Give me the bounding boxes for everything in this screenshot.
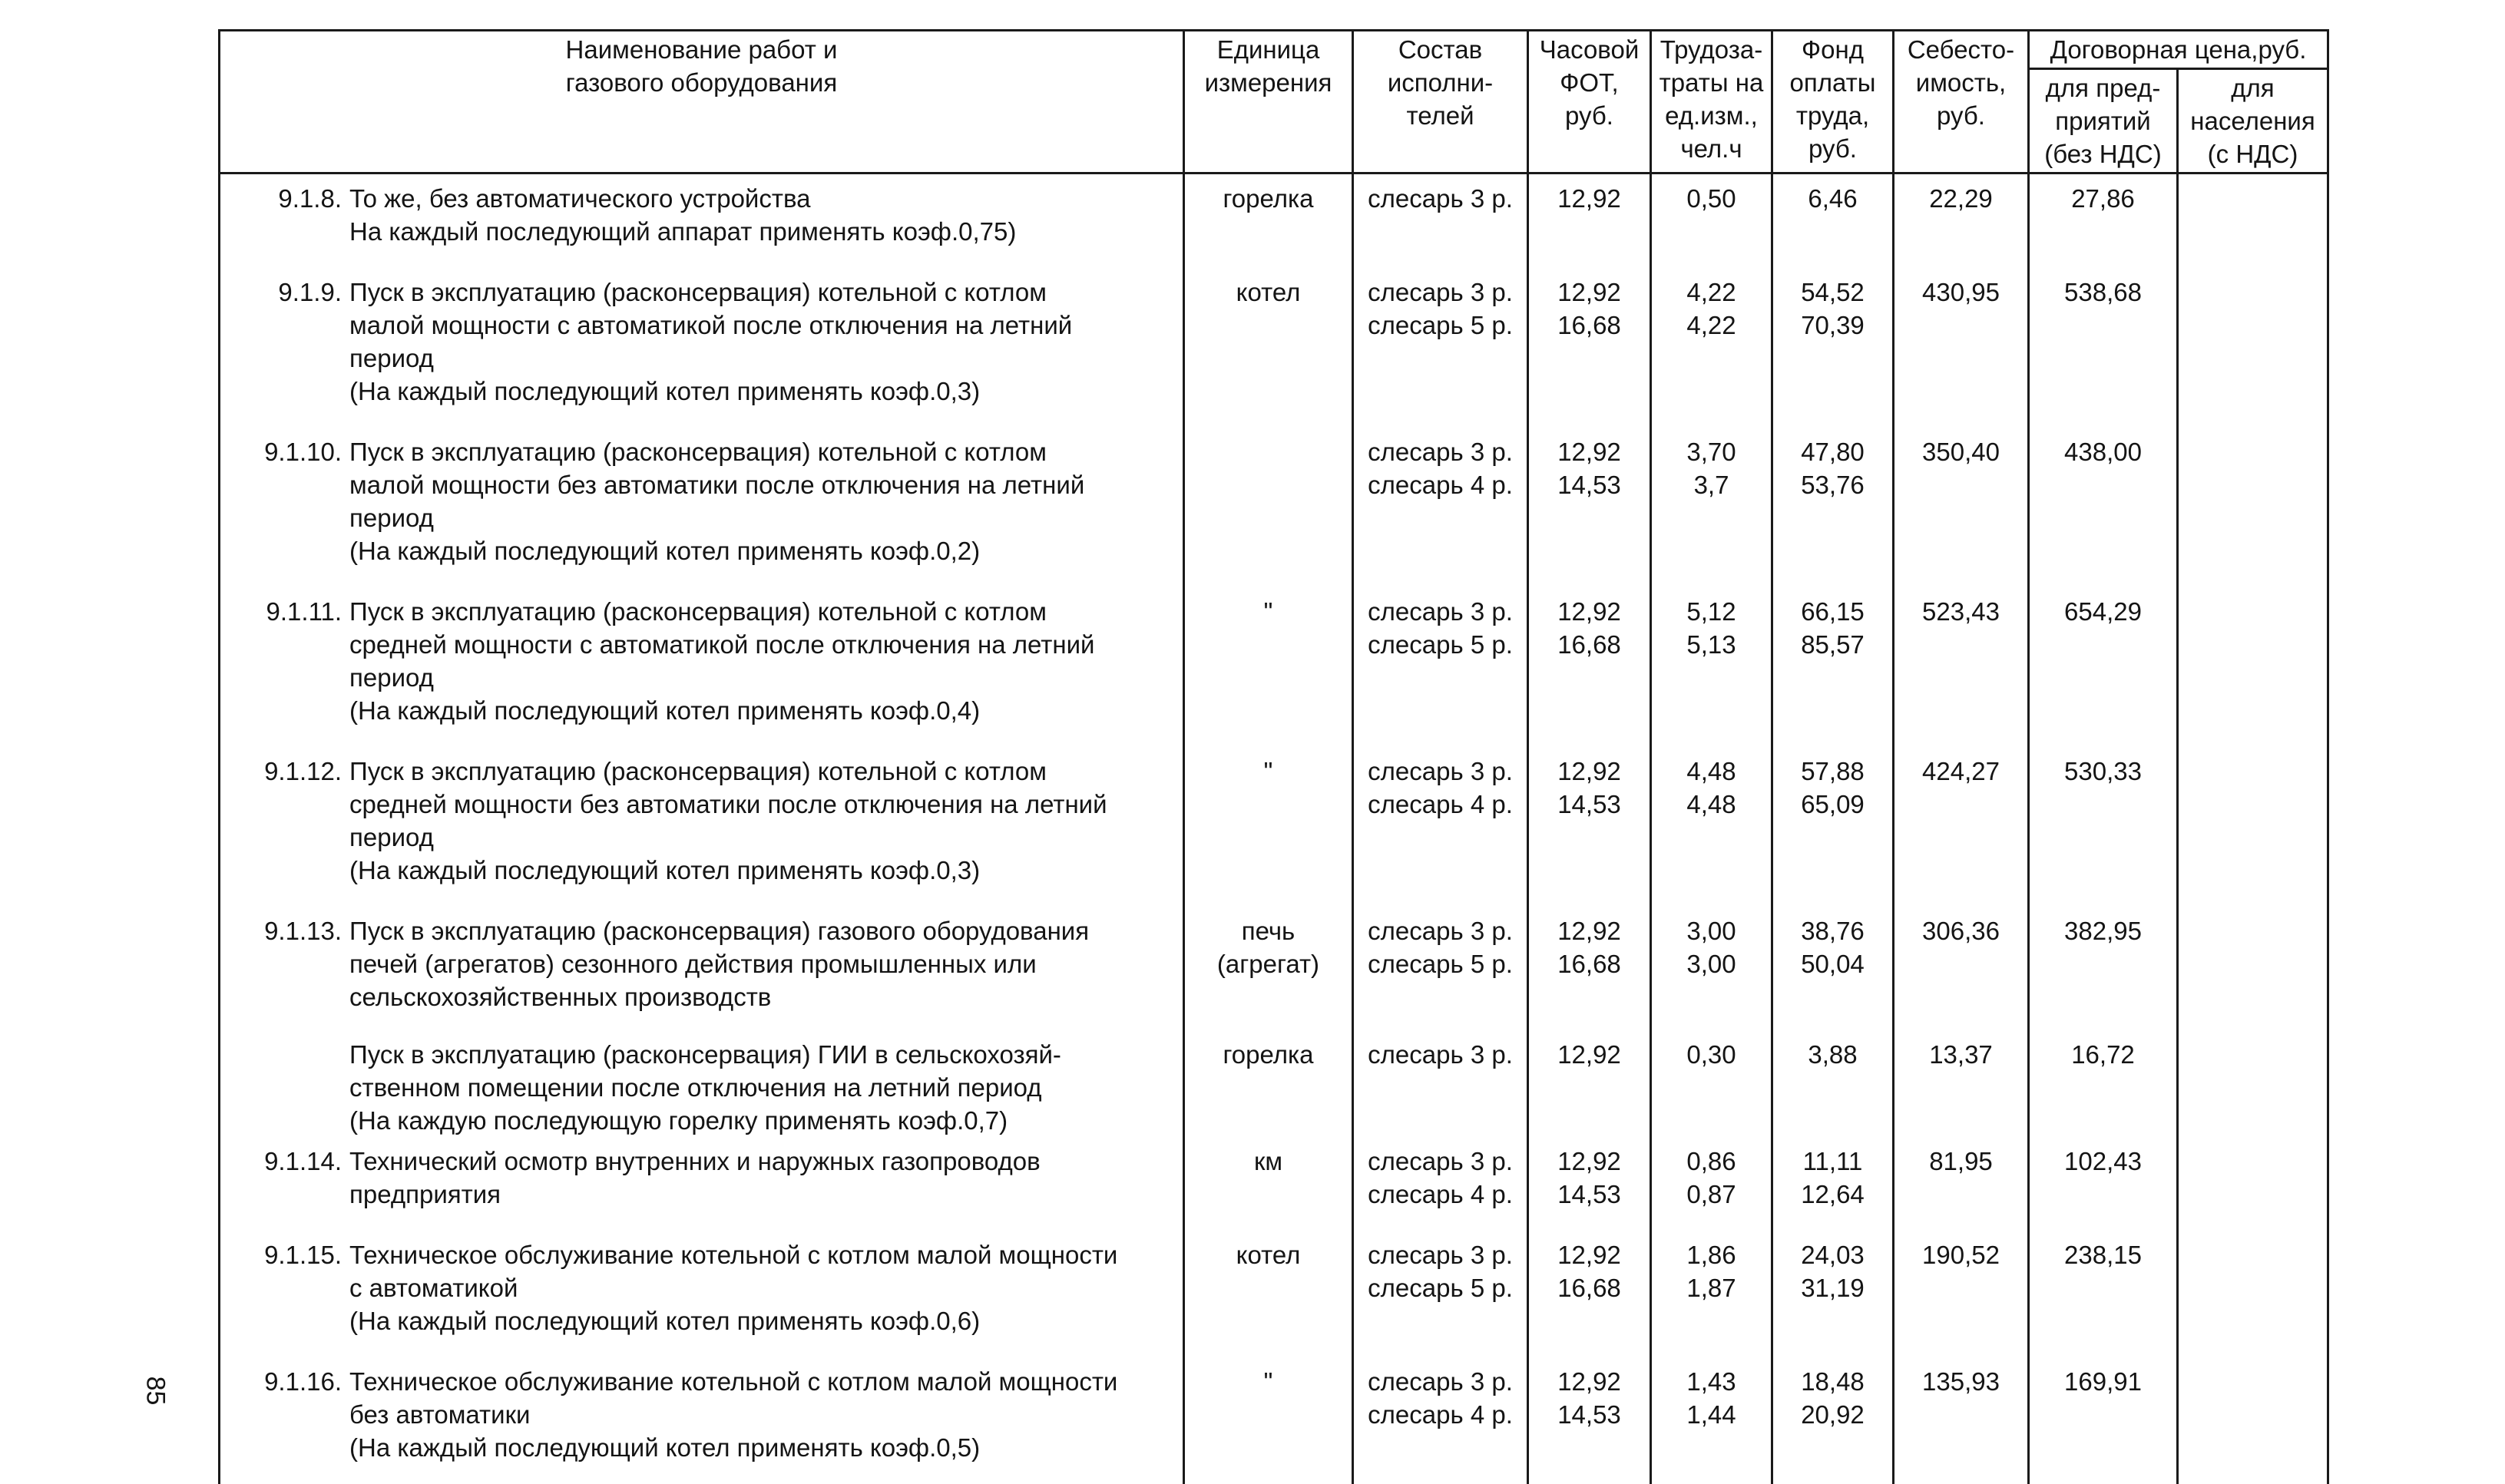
header-cost: [1894, 31, 2029, 174]
cell-line: слесарь 4 р.: [1358, 788, 1522, 821]
cell-line: 57,88: [1778, 755, 1888, 788]
cell-line: слесарь 5 р.: [1358, 947, 1522, 980]
staff-cell: [1353, 747, 1528, 907]
enterprise-price-cell: 538,68: [2029, 268, 2178, 428]
enterprise-price-cell: 438,00: [2029, 428, 2178, 587]
work-name-cell: [220, 747, 1184, 907]
cost-cell: 81,95: [1894, 1137, 2029, 1231]
cell-line: (На каждую последующую горелку применять коэф.0,7): [349, 1104, 1178, 1137]
cell-line: 14,53: [1534, 1178, 1645, 1211]
table-row: [220, 747, 2328, 907]
cell-line: руб.: [1778, 132, 1888, 165]
cell-line: 6,46: [1778, 182, 1888, 215]
cell-line: ": [1190, 595, 1347, 628]
cell-line: 0,86: [1656, 1145, 1766, 1178]
cell-line: слесарь 4 р.: [1358, 1178, 1522, 1211]
header-enterprise: [2029, 69, 2178, 174]
cell-line: 0,50: [1656, 182, 1766, 215]
cell-line: 3,88: [1778, 1038, 1888, 1071]
cell-line: 12,92: [1534, 276, 1645, 309]
hourly-wage-cell: [1528, 587, 1651, 747]
cell-line: без автоматики: [349, 1398, 1178, 1431]
item-number: 9.1.10.: [220, 435, 342, 468]
cell-line: малой мощности с автоматикой после отключения на летний: [349, 309, 1178, 342]
cell-line: 14,53: [1534, 1398, 1645, 1431]
staff-cell: [1353, 268, 1528, 428]
cell-line: слесарь 3 р.: [1358, 595, 1522, 628]
cell-line: 11,11: [1778, 1145, 1888, 1178]
wage-fund-cell: [1772, 587, 1894, 747]
cell-line: приятий: [2034, 104, 2172, 137]
cell-line: 12,92: [1534, 595, 1645, 628]
cell-line: предприятия: [349, 1178, 1178, 1211]
cell-line: Техническое обслуживание котельной с котлом малой мощности: [349, 1365, 1178, 1398]
cell-line: 14,53: [1534, 468, 1645, 501]
table-row: [220, 1231, 2328, 1357]
cell-line: 50,04: [1778, 947, 1888, 980]
table-row: [220, 268, 2328, 428]
cell-line: Трудоза-: [1656, 33, 1766, 66]
cell-line: руб.: [1899, 99, 2023, 132]
staff-cell: [1353, 1137, 1528, 1231]
wage-fund-cell: [1772, 428, 1894, 587]
cell-line: малой мощности без автоматики после отключения на летний: [349, 468, 1178, 501]
cell-line: слесарь 3 р.: [1358, 1238, 1522, 1271]
staff-cell: [1353, 1231, 1528, 1357]
hourly-wage-cell: [1528, 428, 1651, 587]
staff-cell: [1353, 1033, 1528, 1137]
cell-line: 47,80: [1778, 435, 1888, 468]
price-table: [218, 29, 2329, 1484]
population-price-cell: [2178, 747, 2328, 907]
population-price-cell: [2178, 1137, 2328, 1231]
labor-cell: [1651, 174, 1772, 269]
cell-line: То же, без автоматического устройства: [349, 182, 1178, 215]
cell-line: для: [2183, 71, 2322, 104]
cell-line: 1,87: [1656, 1271, 1766, 1304]
hourly-wage-cell: [1528, 1137, 1651, 1231]
cell-line: 54,52: [1778, 276, 1888, 309]
cell-line: 1,44: [1656, 1398, 1766, 1431]
cell-line: (На каждый последующий котел применять коэф.0,3): [349, 375, 1178, 408]
header-unit: [1184, 31, 1353, 174]
wage-fund-cell: [1772, 1033, 1894, 1137]
population-price-cell: [2178, 587, 2328, 747]
header-hourly-wage: [1528, 31, 1651, 174]
cell-line: слесарь 3 р.: [1358, 1365, 1522, 1398]
wage-fund-cell: [1772, 747, 1894, 907]
population-price-cell: [2178, 268, 2328, 428]
header-labor: [1651, 31, 1772, 174]
population-price-cell: [2178, 428, 2328, 587]
cell-line: 12,92: [1534, 1238, 1645, 1271]
item-number: 9.1.12.: [220, 755, 342, 788]
cell-line: (На каждый последующий котел применять коэф.0,5): [349, 1431, 1178, 1464]
cell-line: имость,: [1899, 66, 2023, 99]
table-row: [220, 1357, 2328, 1484]
cell-line: горелка: [1190, 182, 1347, 215]
cell-line: 4,48: [1656, 788, 1766, 821]
cell-line: Технический осмотр внутренних и наружных газопроводов: [349, 1145, 1178, 1178]
unit-cell: [1184, 428, 1353, 587]
cell-line: Часовой: [1534, 33, 1645, 66]
cell-line: 38,76: [1778, 914, 1888, 947]
header-contract-price: Договорная цена,руб.: [2029, 31, 2328, 69]
cell-line: 3,00: [1656, 914, 1766, 947]
cost-cell: 350,40: [1894, 428, 2029, 587]
cell-line: оплаты: [1778, 66, 1888, 99]
hourly-wage-cell: [1528, 1033, 1651, 1137]
unit-cell: [1184, 1137, 1353, 1231]
cell-line: 3,7: [1656, 468, 1766, 501]
cell-line: 16,68: [1534, 1271, 1645, 1304]
enterprise-price-cell: 382,95: [2029, 907, 2178, 1033]
unit-cell: [1184, 1357, 1353, 1484]
unit-cell: [1184, 907, 1353, 1033]
cell-line: (На каждый последующий котел применять коэф.0,6): [349, 1304, 1178, 1337]
unit-cell: [1184, 587, 1353, 747]
cell-line: Пуск в эксплуатацию (расконсервация) ГИИ в сельскохозяй-: [349, 1038, 1178, 1071]
labor-cell: [1651, 428, 1772, 587]
cell-line: 24,03: [1778, 1238, 1888, 1271]
unit-cell: [1184, 268, 1353, 428]
cell-line: 12,64: [1778, 1178, 1888, 1211]
cell-line: слесарь 3 р.: [1358, 182, 1522, 215]
cell-line: горелка: [1190, 1038, 1347, 1071]
table-row: [220, 428, 2328, 587]
unit-cell: [1184, 1033, 1353, 1137]
cell-line: 53,76: [1778, 468, 1888, 501]
cell-line: слесарь 3 р.: [1358, 276, 1522, 309]
work-name-cell: [220, 174, 1184, 269]
enterprise-price-cell: 27,86: [2029, 174, 2178, 269]
cell-line: 4,48: [1656, 755, 1766, 788]
cell-line: Фонд: [1778, 33, 1888, 66]
cell-line: (с НДС): [2183, 137, 2322, 170]
cost-cell: 424,27: [1894, 747, 2029, 907]
labor-cell: [1651, 268, 1772, 428]
cell-line: 16,68: [1534, 947, 1645, 980]
table-row: [220, 174, 2328, 269]
cell-line: ": [1190, 755, 1347, 788]
header-wage-fund: [1772, 31, 1894, 174]
wage-fund-cell: [1772, 907, 1894, 1033]
cell-line: 3,70: [1656, 435, 1766, 468]
cell-line: 12,92: [1534, 182, 1645, 215]
cell-line: 12,92: [1534, 1145, 1645, 1178]
cell-line: 12,92: [1534, 435, 1645, 468]
cell-line: (агрегат): [1190, 947, 1347, 980]
work-name-cell: [220, 428, 1184, 587]
cell-line: Себесто-: [1899, 33, 2023, 66]
cell-line: слесарь 3 р.: [1358, 435, 1522, 468]
cell-line: (На каждый последующий котел применять коэф.0,2): [349, 534, 1178, 567]
enterprise-price-cell: 654,29: [2029, 587, 2178, 747]
hourly-wage-cell: [1528, 907, 1651, 1033]
unit-cell: [1184, 1231, 1353, 1357]
cell-line: 16,68: [1534, 309, 1645, 342]
hourly-wage-cell: [1528, 268, 1651, 428]
cell-line: траты на: [1656, 66, 1766, 99]
staff-cell: [1353, 1357, 1528, 1484]
item-number: 9.1.11.: [220, 595, 342, 628]
labor-cell: [1651, 907, 1772, 1033]
work-name-cell: [220, 587, 1184, 747]
cell-line: слесарь 3 р.: [1358, 914, 1522, 947]
population-price-cell: [2178, 1231, 2328, 1357]
cell-line: руб.: [1534, 99, 1645, 132]
table-row: [220, 1033, 2328, 1137]
cell-line: телей: [1358, 99, 1522, 132]
header-population: [2178, 69, 2328, 174]
cell-line: 70,39: [1778, 309, 1888, 342]
cell-line: 0,87: [1656, 1178, 1766, 1211]
cost-cell: 306,36: [1894, 907, 2029, 1033]
cell-line: для пред-: [2034, 71, 2172, 104]
cell-line: труда,: [1778, 99, 1888, 132]
table-row: [220, 907, 2328, 1033]
cell-line: котел: [1190, 276, 1347, 309]
cell-line: Состав: [1358, 33, 1522, 66]
labor-cell: [1651, 747, 1772, 907]
wage-fund-cell: [1772, 1357, 1894, 1484]
cell-line: период: [349, 661, 1178, 694]
cell-line: период: [349, 501, 1178, 534]
cell-line: 1,43: [1656, 1365, 1766, 1398]
work-name-cell: [220, 1231, 1184, 1357]
cell-line: 5,12: [1656, 595, 1766, 628]
population-price-cell: [2178, 174, 2328, 269]
cell-line: 4,22: [1656, 309, 1766, 342]
cell-line: 31,19: [1778, 1271, 1888, 1304]
enterprise-price-cell: 102,43: [2029, 1137, 2178, 1231]
cell-line: Единица: [1190, 33, 1347, 66]
hourly-wage-cell: [1528, 1357, 1651, 1484]
table-row: [220, 587, 2328, 747]
cell-line: Пуск в эксплуатацию (расконсервация) котельной с котлом: [349, 595, 1178, 628]
cell-line: 4,22: [1656, 276, 1766, 309]
cell-line: Техническое обслуживание котельной с котлом малой мощности: [349, 1238, 1178, 1271]
cell-line: Наименование работ и: [225, 33, 1178, 66]
cell-line: Пуск в эксплуатацию (расконсервация) газового оборудования: [349, 914, 1178, 947]
cell-line: слесарь 3 р.: [1358, 755, 1522, 788]
item-number: 9.1.14.: [220, 1145, 342, 1178]
cell-line: 66,15: [1778, 595, 1888, 628]
cell-line: чел.ч: [1656, 132, 1766, 165]
work-name-cell: [220, 268, 1184, 428]
population-price-cell: [2178, 1357, 2328, 1484]
staff-cell: [1353, 174, 1528, 269]
table-body: [220, 174, 2328, 1484]
cell-line: слесарь 5 р.: [1358, 1271, 1522, 1304]
cell-line: 5,13: [1656, 628, 1766, 661]
cell-line: газового оборудования: [225, 66, 1178, 99]
staff-cell: [1353, 428, 1528, 587]
work-name-cell: [220, 1137, 1184, 1231]
enterprise-price-cell: 16,72: [2029, 1033, 2178, 1137]
cell-line: Пуск в эксплуатацию (расконсервация) котельной с котлом: [349, 755, 1178, 788]
item-number: 9.1.15.: [220, 1238, 342, 1271]
cell-line: средней мощности с автоматикой после отключения на летний: [349, 628, 1178, 661]
page-number: 85: [140, 1377, 170, 1406]
cell-line: Пуск в эксплуатацию (расконсервация) котельной с котлом: [349, 276, 1178, 309]
staff-cell: [1353, 907, 1528, 1033]
cell-line: 12,92: [1534, 1365, 1645, 1398]
cell-line: 1,86: [1656, 1238, 1766, 1271]
cell-line: 3,00: [1656, 947, 1766, 980]
cell-line: ед.изм.,: [1656, 99, 1766, 132]
cell-line: (На каждый последующий котел применять коэф.0,4): [349, 694, 1178, 727]
cell-line: слесарь 3 р.: [1358, 1145, 1522, 1178]
cell-line: ственном помещении после отключения на летний период: [349, 1071, 1178, 1104]
cell-line: 12,92: [1534, 755, 1645, 788]
unit-cell: [1184, 747, 1353, 907]
enterprise-price-cell: 530,33: [2029, 747, 2178, 907]
cell-line: ФОТ,: [1534, 66, 1645, 99]
cell-line: 12,92: [1534, 1038, 1645, 1071]
cell-line: слесарь 3 р.: [1358, 1038, 1522, 1071]
enterprise-price-cell: 169,91: [2029, 1357, 2178, 1484]
cost-cell: 523,43: [1894, 587, 2029, 747]
cell-line: слесарь 4 р.: [1358, 468, 1522, 501]
cell-line: 65,09: [1778, 788, 1888, 821]
hourly-wage-cell: [1528, 1231, 1651, 1357]
work-name-cell: [220, 907, 1184, 1033]
cell-line: слесарь 4 р.: [1358, 1398, 1522, 1431]
item-number: 9.1.16.: [220, 1365, 342, 1398]
cell-line: Пуск в эксплуатацию (расконсервация) котельной с котлом: [349, 435, 1178, 468]
cell-line: 14,53: [1534, 788, 1645, 821]
wage-fund-cell: [1772, 1231, 1894, 1357]
cell-line: (без НДС): [2034, 137, 2172, 170]
cell-line: печь: [1190, 914, 1347, 947]
hourly-wage-cell: [1528, 747, 1651, 907]
item-number: 9.1.8.: [220, 182, 342, 215]
cell-line: исполни-: [1358, 66, 1522, 99]
item-number: 9.1.9.: [220, 276, 342, 309]
cell-line: средней мощности без автоматики после отключения на летний: [349, 788, 1178, 821]
cell-line: слесарь 5 р.: [1358, 309, 1522, 342]
header-staff: [1353, 31, 1528, 174]
cell-line: 85,57: [1778, 628, 1888, 661]
cell-line: период: [349, 821, 1178, 854]
cell-line: 18,48: [1778, 1365, 1888, 1398]
hourly-wage-cell: [1528, 174, 1651, 269]
population-price-cell: [2178, 907, 2328, 1033]
wage-fund-cell: [1772, 174, 1894, 269]
cell-line: слесарь 5 р.: [1358, 628, 1522, 661]
cell-line: котел: [1190, 1238, 1347, 1271]
labor-cell: [1651, 1231, 1772, 1357]
cell-line: измерения: [1190, 66, 1347, 99]
labor-cell: [1651, 1137, 1772, 1231]
cost-cell: 22,29: [1894, 174, 2029, 269]
cell-line: На каждый последующий аппарат применять коэф.0,75): [349, 215, 1178, 248]
cell-line: 12,92: [1534, 914, 1645, 947]
cost-cell: 13,37: [1894, 1033, 2029, 1137]
cell-line: (На каждый последующий котел применять коэф.0,3): [349, 854, 1178, 887]
wage-fund-cell: [1772, 268, 1894, 428]
cell-line: период: [349, 342, 1178, 375]
cost-cell: 430,95: [1894, 268, 2029, 428]
cell-line: 0,30: [1656, 1038, 1766, 1071]
cell-line: 20,92: [1778, 1398, 1888, 1431]
labor-cell: [1651, 1033, 1772, 1137]
cell-line: печей (агрегатов) сезонного действия промышленных или: [349, 947, 1178, 980]
cell-line: 16,68: [1534, 628, 1645, 661]
wage-fund-cell: [1772, 1137, 1894, 1231]
cell-line: км: [1190, 1145, 1347, 1178]
staff-cell: [1353, 587, 1528, 747]
cell-line: сельскохозяйственных производств: [349, 980, 1178, 1013]
work-name-cell: [220, 1033, 1184, 1137]
cell-line: населения: [2183, 104, 2322, 137]
cost-cell: 135,93: [1894, 1357, 2029, 1484]
cell-line: ": [1190, 1365, 1347, 1398]
cost-cell: 190,52: [1894, 1231, 2029, 1357]
header-name: [220, 31, 1184, 174]
enterprise-price-cell: 238,15: [2029, 1231, 2178, 1357]
population-price-cell: [2178, 1033, 2328, 1137]
labor-cell: [1651, 587, 1772, 747]
cell-line: с автоматикой: [349, 1271, 1178, 1304]
item-number: 9.1.13.: [220, 914, 342, 947]
work-name-cell: [220, 1357, 1184, 1484]
unit-cell: [1184, 174, 1353, 269]
table-header: [220, 31, 2328, 174]
labor-cell: [1651, 1357, 1772, 1484]
table-row: [220, 1137, 2328, 1231]
